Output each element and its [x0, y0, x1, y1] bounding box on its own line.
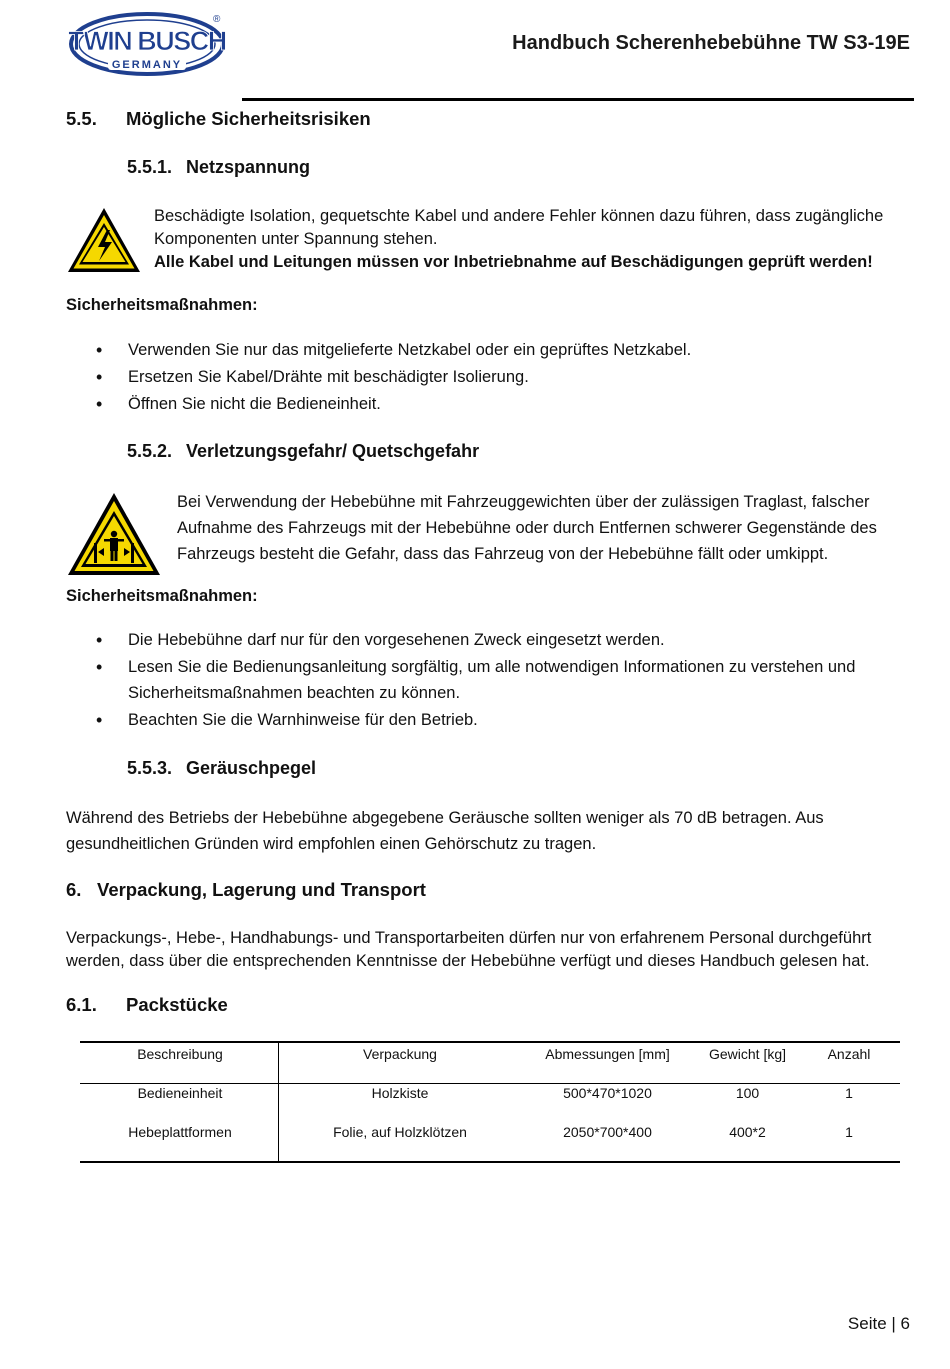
section-5-5-2-number: 5.5.2.: [127, 441, 173, 461]
page-number: Seite | 6: [847, 1314, 910, 1333]
table-cell: 100: [735, 1085, 760, 1101]
table-cell: 500*470*1020: [563, 1085, 652, 1101]
noise-paragraph-line-1: Während des Betriebs der Hebebühne abgegebene Geräusche sollten weniger als 70 dB betragen. Aus: [66, 809, 824, 827]
column-header: Beschreibung: [137, 1046, 223, 1062]
column-header: Anzahl: [827, 1046, 871, 1062]
logo-sub: GERMANY: [111, 59, 183, 71]
safety-measures-label: Sicherheitsmaßnahmen:: [66, 587, 258, 605]
packing-paragraph-line-1: Verpackungs-, Hebe-, Handhabungs- und Transportarbeiten dürfen nur von erfahrenem Personal durchgeführt: [66, 929, 872, 947]
table-cell: Hebeplattformen: [128, 1124, 232, 1140]
section-5-5-1-number: 5.5.1.: [127, 157, 173, 177]
crush-measures-list: [96, 627, 855, 734]
list-item: [96, 654, 855, 706]
list-item-line: Sicherheitsmaßnahmen beachten zu können.: [128, 684, 461, 702]
crush-warning-line-3: Fahrzeugs besteht die Gefahr, dass das Fahrzeug von der Hebebühne fällt oder umkippt.: [177, 545, 829, 563]
table-column-divider: [278, 1041, 279, 1162]
section-6-1-title: Packstücke: [126, 994, 228, 1015]
table-header-rule: [80, 1083, 900, 1084]
section-5-5-number: 5.5.: [66, 108, 97, 129]
list-item: • Verwenden Sie nur das mitgelieferte Netzkabel oder ein geprüftes Netzkabel.: [96, 337, 691, 363]
table-cell: Folie, auf Holzklötzen: [333, 1124, 467, 1140]
list-item: • Öffnen Sie nicht die Bedieneinheit.: [96, 391, 691, 417]
noise-paragraph-line-2: gesundheitlichen Gründen wird empfohlen einen Gehörschutz zu tragen.: [66, 835, 597, 853]
list-item: • Ersetzen Sie Kabel/Drähte mit beschädigter Isolierung.: [96, 364, 691, 390]
logo-reg: ®: [213, 14, 221, 25]
column-header: Verpackung: [363, 1046, 437, 1062]
packing-paragraph-line-2: werden, dass über die entsprechenden Kenntnisse der Hebebühne verfügt und dieses Handbuch gelesen hat.: [66, 952, 870, 970]
section-6-1-number: 6.1.: [66, 994, 97, 1015]
crush-warning-line-1: Bei Verwendung der Hebebühne mit Fahrzeuggewichten über der zulässigen Traglast, falscher: [177, 493, 870, 511]
section-5-5-2-title: Verletzungsgefahr/ Quetschgefahr: [186, 441, 480, 461]
column-header: Abmessungen [mm]: [545, 1046, 670, 1062]
logo-text: TWIN BUSCH: [68, 26, 226, 56]
section-5-5-3-number: 5.5.3.: [127, 758, 173, 778]
section-6-number: 6.: [66, 879, 82, 900]
table-bottom-rule: [80, 1161, 900, 1163]
table-top-rule: [80, 1041, 900, 1043]
safety-measures-label: Sicherheitsmaßnahmen:: [66, 296, 258, 314]
table-cell: 2050*700*400: [563, 1124, 652, 1140]
list-item: • Die Hebebühne darf nur für den vorgesehenen Zweck eingesetzt werden.: [96, 627, 855, 653]
section-5-5-title: Mögliche Sicherheitsrisiken: [126, 108, 371, 129]
voltage-measures-list: [96, 337, 691, 418]
table-cell: 400*2: [729, 1124, 766, 1140]
section-5-5-1-title: Netzspannung: [186, 157, 310, 177]
column-header: Gewicht [kg]: [708, 1046, 787, 1062]
table-cell: Bedieneinheit: [137, 1085, 223, 1101]
crush-hazard-warning-icon: [66, 491, 162, 577]
voltage-warning-line-1: Beschädigte Isolation, gequetschte Kabel und andere Fehler können dazu führen, dass zugängliche: [154, 207, 884, 225]
list-item-line: Lesen Sie die Bedienungsanleitung sorgfältig, um alle notwendigen Informationen zu verstehen und: [128, 658, 856, 676]
voltage-warning-bold: Alle Kabel und Leitungen müssen vor Inbetriebnahme auf Beschädigungen geprüft werden!: [154, 253, 873, 271]
table-cell: 1: [845, 1085, 853, 1101]
crush-warning-line-2: Aufnahme des Fahrzeugs mit der Hebebühne oder durch Entfernen schwerer Gegenstände des: [177, 519, 877, 537]
voltage-warning-line-2: Komponenten unter Spannung stehen.: [154, 230, 438, 248]
table-cell: 1: [845, 1124, 853, 1140]
section-6-title: Verpackung, Lagerung und Transport: [97, 879, 426, 900]
twin-busch-logo: [68, 8, 228, 76]
high-voltage-warning-icon: [66, 206, 142, 274]
header-rule: [242, 98, 914, 101]
table-cell: Holzkiste: [371, 1085, 429, 1101]
document-title: Handbuch Scherenhebebühne TW S3-19E: [512, 32, 910, 54]
section-5-5-3-title: Geräuschpegel: [186, 758, 317, 778]
list-item: • Beachten Sie die Warnhinweise für den Betrieb.: [96, 707, 855, 733]
